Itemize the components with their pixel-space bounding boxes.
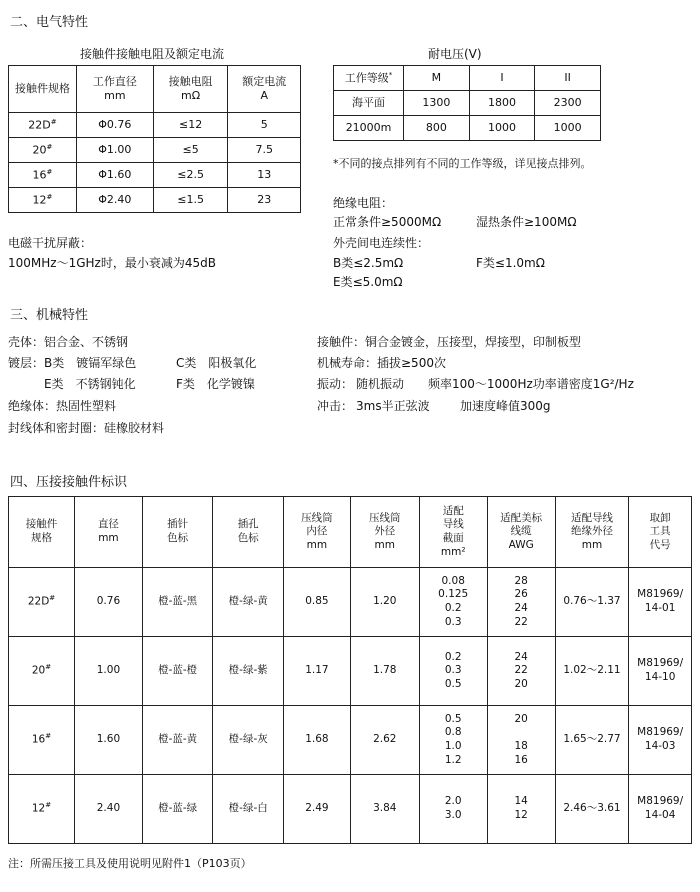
shock-value: 加速度峰值300g (460, 399, 551, 413)
table-cell: 0.76 (75, 568, 143, 637)
voltage-note: *不同的接点排列有不同的工作等级，详见接点排列。 (333, 157, 592, 170)
table-cell: 2.49 (283, 775, 350, 844)
section4-title: 四、压接接触件标识 (10, 475, 128, 490)
table-row (9, 706, 692, 775)
shell-continuity-title: 外壳间电连续性： (333, 236, 430, 250)
vibration-label: 振动： (317, 377, 354, 391)
table-cell: 橙-蓝-黄 (142, 706, 213, 775)
voltage-table-header: II (535, 66, 601, 91)
table-cell: 1.60 (75, 706, 143, 775)
section3-title: 三、机械特性 (10, 308, 89, 323)
table-cell: Φ2.40 (76, 188, 153, 213)
crimp-table-header: 取卸 工具 代号 (629, 497, 692, 568)
plating-b: B类 镀镉军绿色 (44, 356, 137, 370)
table-cell: 2.0 3.0 (419, 775, 487, 844)
contact-table-header: 工作直径 mm (76, 66, 153, 113)
table-row (9, 113, 301, 138)
table-cell: 橙-绿-白 (213, 775, 284, 844)
table-cell: 7.5 (228, 138, 301, 163)
voltage-table-header: M (404, 66, 470, 91)
table-cell: 1.00 (75, 637, 143, 706)
emi-value: 100MHz～1GHz时，最小衰减为45dB (8, 256, 216, 270)
plating-c: C类 阳极氧化 (176, 356, 257, 370)
table-cell: Φ0.76 (76, 113, 153, 138)
table-cell: 0.08 0.125 0.2 0.3 (419, 568, 487, 637)
table-cell: 1.20 (350, 568, 419, 637)
table-row (334, 91, 601, 116)
insulator-material: 绝缘体：热固性塑料 (8, 399, 117, 413)
voltage-table-header: 工作等级* (334, 66, 404, 91)
table-cell: Φ1.00 (76, 138, 153, 163)
table-cell: 0.85 (283, 568, 350, 637)
contact-table-header: 接触电阻 mΩ (153, 66, 228, 113)
contact-spec-cell: 16# (9, 163, 77, 188)
contact-resistance-table (8, 65, 301, 213)
crimp-spec-cell: 12# (9, 775, 75, 844)
table-cell: 3.84 (350, 775, 419, 844)
table-cell: ≤12 (153, 113, 228, 138)
table-cell: M81969/ 14-01 (629, 568, 692, 637)
crimp-table-header: 接触件 规格 (9, 497, 75, 568)
crimp-spec-cell: 20# (9, 637, 75, 706)
crimp-table-header: 压线筒 内径 mm (283, 497, 350, 568)
table-cell: M81969/ 14-03 (629, 706, 692, 775)
mechanical-life: 机械寿命：插拔≥500次 (317, 356, 446, 370)
table-cell: ≤5 (153, 138, 228, 163)
table-row (9, 188, 301, 213)
shock-type: 3ms半正弦波 (356, 399, 430, 413)
voltage-table (333, 65, 601, 141)
shell-continuity-e: E类≤5.0mΩ (333, 275, 403, 289)
shell-material: 壳体：铝合金、不锈钢 (8, 335, 129, 349)
shell-continuity-b: B类≤2.5mΩ (333, 256, 404, 270)
crimp-table-header: 直径 mm (75, 497, 143, 568)
table-cell: 21000m (334, 116, 404, 141)
table-cell: 橙-蓝-黑 (142, 568, 213, 637)
table-cell: ≤1.5 (153, 188, 228, 213)
insulation-normal: 正常条件≥5000MΩ (333, 215, 442, 229)
table-cell: 1.65～2.77 (555, 706, 629, 775)
crimp-table-header: 插针 色标 (142, 497, 213, 568)
table-cell: 1300 (404, 91, 470, 116)
table-cell: 橙-绿-灰 (213, 706, 284, 775)
table-cell: 1800 (469, 91, 535, 116)
table-cell: 800 (404, 116, 470, 141)
table-cell: 0.2 0.3 0.5 (419, 637, 487, 706)
contact-table-header: 额定电流 A (228, 66, 301, 113)
table-cell: 2.46～3.61 (555, 775, 629, 844)
voltage-table-header: I (469, 66, 535, 91)
table-cell: 2.40 (75, 775, 143, 844)
contact-material: 接触件：铜合金镀金，压接型，焊接型，印制板型 (317, 335, 582, 349)
seal-material: 封线体和密封圈：硅橡胶材料 (8, 421, 165, 435)
table-cell: 橙-绿-紫 (213, 637, 284, 706)
shock-label: 冲击： (317, 399, 354, 413)
shell-continuity-f: F类≤1.0mΩ (476, 256, 545, 270)
table-row (9, 568, 692, 637)
plating-label: 镀层： (8, 356, 45, 370)
table-cell: 20 18 16 (487, 706, 555, 775)
table-cell: 23 (228, 188, 301, 213)
contact-spec-cell: 22D# (9, 113, 77, 138)
crimp-table-header: 适配 导线 截面 mm² (419, 497, 487, 568)
table-row (334, 116, 601, 141)
table-cell: 0.76～1.37 (555, 568, 629, 637)
table-cell: 1.68 (283, 706, 350, 775)
table-cell: M81969/ 14-10 (629, 637, 692, 706)
table-row (9, 637, 692, 706)
section2-title: 二、电气特性 (10, 15, 89, 30)
table-cell: 1000 (535, 116, 601, 141)
vibration-type: 随机振动 (356, 377, 405, 391)
table-cell: 28 26 24 22 (487, 568, 555, 637)
vibration-value: 频率100～1000Hz功率谱密度1G²/Hz (428, 377, 634, 391)
table-cell: 1.17 (283, 637, 350, 706)
plating-e: E类 不锈钢钝化 (44, 377, 136, 391)
crimp-spec-cell: 22D# (9, 568, 75, 637)
table-cell: 1.78 (350, 637, 419, 706)
emi-title: 电磁干扰屏蔽： (8, 236, 93, 250)
table-cell: 24 22 20 (487, 637, 555, 706)
table-cell: 海平面 (334, 91, 404, 116)
table-cell: 橙-蓝-绿 (142, 775, 213, 844)
crimp-table-header: 适配导线 绝缘外径 mm (555, 497, 629, 568)
insulation-humid: 湿热条件≥100MΩ (476, 215, 577, 229)
table-cell: 0.5 0.8 1.0 1.2 (419, 706, 487, 775)
contact-table-caption: 接触件接触电阻及额定电流 (80, 47, 225, 61)
table-cell: 1000 (469, 116, 535, 141)
table-row (9, 138, 301, 163)
table-cell: M81969/ 14-04 (629, 775, 692, 844)
crimp-table-header: 压线筒 外径 mm (350, 497, 419, 568)
table-cell: 橙-蓝-橙 (142, 637, 213, 706)
crimp-table-header: 插孔 色标 (213, 497, 284, 568)
plating-f: F类 化学镀镍 (176, 377, 255, 391)
table-row (9, 163, 301, 188)
table-cell: 1.02～2.11 (555, 637, 629, 706)
table-cell: 2.62 (350, 706, 419, 775)
table-cell: 14 12 (487, 775, 555, 844)
table-cell: Φ1.60 (76, 163, 153, 188)
voltage-table-caption: 耐电压(V) (428, 47, 482, 61)
table-cell: 5 (228, 113, 301, 138)
table-cell: 13 (228, 163, 301, 188)
crimp-table-header: 适配美标 线缆 AWG (487, 497, 555, 568)
insulation-title: 绝缘电阻： (333, 196, 394, 210)
table-row (9, 775, 692, 844)
table-cell: 橙-绿-黄 (213, 568, 284, 637)
contact-table-header: 接触件规格 (9, 66, 77, 113)
crimp-contact-table (8, 496, 692, 844)
footnote: 注：所需压接工具及使用说明见附件1（P103页） (8, 857, 252, 870)
table-cell: 2300 (535, 91, 601, 116)
crimp-spec-cell: 16# (9, 706, 75, 775)
table-cell: ≤2.5 (153, 163, 228, 188)
contact-spec-cell: 12# (9, 188, 77, 213)
contact-spec-cell: 20# (9, 138, 77, 163)
